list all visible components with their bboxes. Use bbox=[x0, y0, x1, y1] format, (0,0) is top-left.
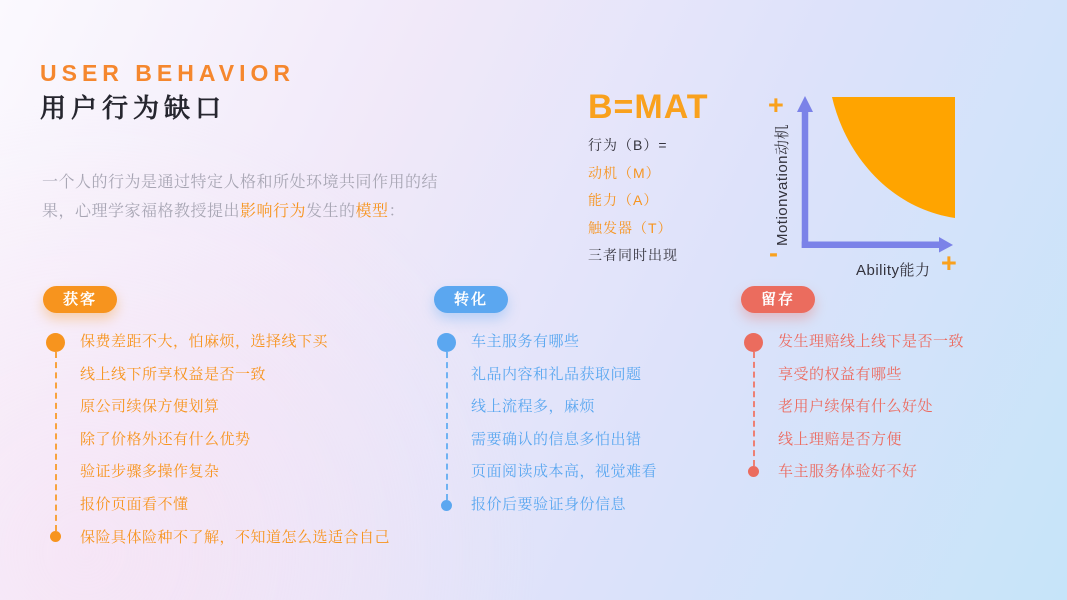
list-item: 原公司续保方便划算 bbox=[80, 398, 220, 416]
list-item: 车主服务有哪些 bbox=[471, 333, 580, 350]
chart-axes bbox=[795, 94, 970, 256]
bmat-list bbox=[588, 132, 678, 270]
conversion-list bbox=[471, 326, 657, 522]
bmat-formula-title: B=MAT bbox=[588, 88, 709, 126]
timeline-dot-large bbox=[744, 333, 763, 352]
list-item: 线上流程多，麻烦 bbox=[471, 398, 596, 416]
minus-sign-motivation: - bbox=[769, 238, 778, 268]
list-item: 需要确认的信息多怕出错 bbox=[471, 430, 642, 448]
timeline-dot-large bbox=[46, 333, 65, 352]
list-item: 报价后要验证身份信息 bbox=[471, 495, 627, 513]
badge-conversion: 转化 bbox=[434, 286, 508, 313]
motivation-axis bbox=[797, 96, 813, 248]
ability-axis bbox=[802, 237, 953, 253]
timeline-dot-large bbox=[437, 333, 456, 352]
column-acquisition bbox=[43, 286, 391, 546]
list-item: 页面阅读成本高，视觉难看 bbox=[471, 463, 658, 481]
column-retention bbox=[741, 286, 1067, 481]
timeline-dot-small bbox=[748, 466, 759, 477]
page-title-zh: 用户行为缺口 bbox=[40, 93, 227, 123]
bmat-item-motivation: 动机（M） bbox=[588, 164, 661, 181]
bmat-item-together: 三者同时出现 bbox=[588, 247, 678, 263]
list-item: 验证步骤多操作复杂 bbox=[80, 463, 220, 481]
list-item: 老用户续保有什么好处 bbox=[778, 398, 934, 416]
intro-line2-pre: 果，心理学家福格教授提出 bbox=[42, 203, 241, 220]
timeline-dot-small bbox=[441, 500, 452, 511]
list-item: 线上线下所享权益是否一致 bbox=[80, 365, 267, 383]
page-title-en: USER BEHAVIOR bbox=[40, 60, 295, 86]
bmat-item-behavior: 行为（B）= bbox=[588, 137, 668, 153]
list-item: 享受的权益有哪些 bbox=[778, 365, 903, 383]
timeline-line bbox=[55, 352, 57, 531]
badge-acquisition: 获客 bbox=[43, 286, 117, 313]
plus-sign-ability: + bbox=[941, 248, 957, 278]
timeline-line bbox=[753, 352, 755, 466]
list-item: 车主服务体验好不好 bbox=[778, 463, 918, 481]
timeline-dot-small bbox=[50, 531, 61, 542]
bmat-item-trigger: 触发器（T） bbox=[588, 219, 673, 236]
intro-highlight-behavior: 影响行为 bbox=[240, 203, 307, 220]
timeline-line bbox=[446, 352, 448, 500]
list-item: 报价页面看不懂 bbox=[80, 495, 189, 513]
badge-retention: 留存 bbox=[741, 286, 815, 313]
axis-label-ability: Ability能力 bbox=[856, 262, 931, 279]
list-item: 发生理赔线上线下是否一致 bbox=[778, 333, 965, 350]
plus-sign-motivation: + bbox=[768, 90, 784, 120]
list-item: 保费差距不大，怕麻烦，选择线下买 bbox=[80, 333, 329, 350]
intro-line-2 bbox=[42, 197, 482, 226]
list-item: 线上理赔是否方便 bbox=[778, 430, 903, 448]
intro-line-1: 一个人的行为是通过特定人格和所处环境共同作用的结 bbox=[42, 174, 439, 191]
intro-line2-end: ： bbox=[388, 203, 406, 220]
axis-label-motivation: Motionvation动机 bbox=[774, 123, 791, 247]
column-conversion bbox=[434, 286, 774, 513]
intro-highlight-model: 模型 bbox=[355, 203, 389, 220]
acquisition-list bbox=[80, 326, 390, 554]
bmat-item-ability: 能力（A） bbox=[588, 192, 659, 208]
list-item: 礼品内容和礼品获取问题 bbox=[471, 365, 642, 383]
intro-paragraph bbox=[42, 168, 482, 226]
intro-line2-mid: 发生的 bbox=[306, 203, 356, 220]
list-item: 除了价格外还有什么优势 bbox=[80, 430, 251, 448]
retention-list bbox=[778, 326, 964, 489]
list-item: 保险具体险种不了解，不知道怎么选适合自己 bbox=[80, 528, 391, 546]
